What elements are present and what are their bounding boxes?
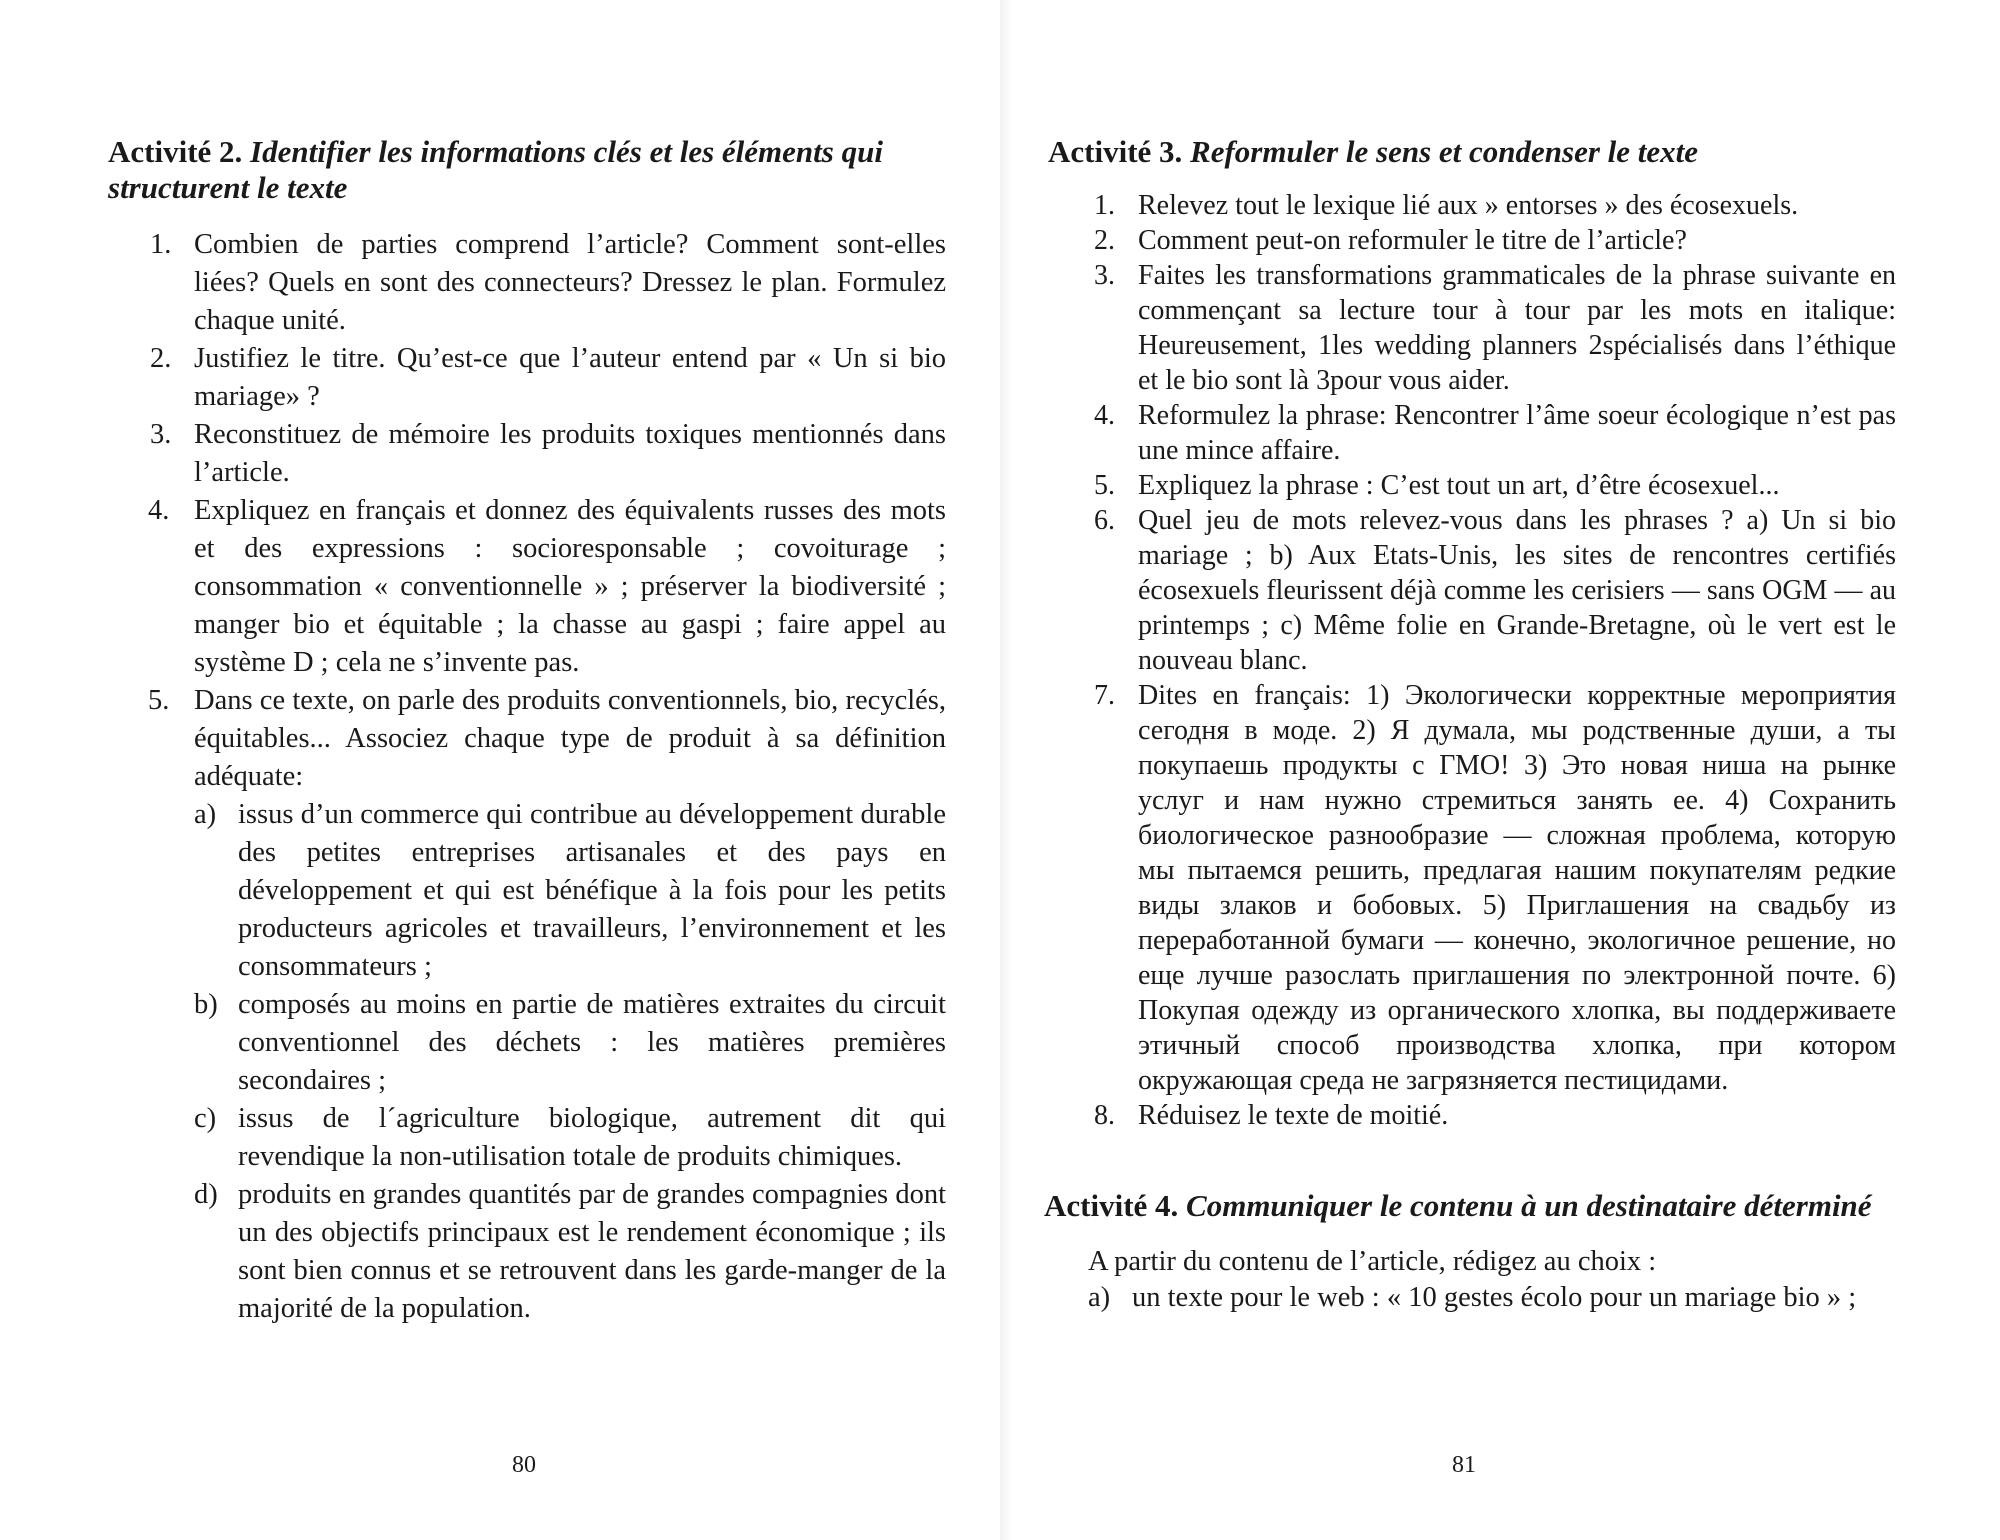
question-text: Faites les transformations grammaticales de la phrase suivante en commençant sa lecture tour à tour par les mots en italique: Heureusement, 1les wedding planners 2spécialisés dans l’éthique et le bio sont là 3pour vous aider. bbox=[1138, 260, 1896, 396]
question-number: 4. bbox=[1094, 400, 1115, 431]
question-number: 2. bbox=[150, 343, 172, 374]
question-text: Quel jeu de mots relevez-vous dans les phrases ? a) Un si bio mariage ; b) Aux Etats-Unis, les sites de rencontres certifiés écosexuels fleurissent déjà comme les cerisiers — sans OGM — au printemps ; c) Même folie en Grande-Bretagne, où le vert est le nouveau blanc. bbox=[1138, 505, 1896, 676]
question-item bbox=[1048, 1098, 1896, 1133]
choice-text: un texte pour le web : « 10 gestes écolo pour un mariage bio » ; bbox=[1132, 1282, 1857, 1313]
activity3-title: Reformuler le sens et condenser le texte bbox=[1190, 134, 1699, 169]
question-item bbox=[1048, 468, 1896, 503]
activity4-label: Activité 4. bbox=[1044, 1188, 1179, 1223]
definition-text: issus de l´agriculture biologique, autrement dit qui revendique la non-utilisation totale de produits chimiques. bbox=[238, 1103, 946, 1172]
question-number: 1. bbox=[1094, 190, 1115, 221]
question-item bbox=[108, 226, 946, 340]
right-page bbox=[1000, 0, 2000, 1540]
definition-letter: c) bbox=[194, 1103, 217, 1134]
page-number-left: 80 bbox=[512, 1452, 536, 1478]
question-number: 8. bbox=[1094, 1100, 1115, 1131]
activity3-heading bbox=[1048, 134, 1896, 170]
question-number: 3. bbox=[150, 419, 172, 450]
definition-item bbox=[194, 796, 946, 986]
question-text: Relevez tout le lexique lié aux » entorses » des écosexuels. bbox=[1138, 190, 1799, 221]
question-number: 1. bbox=[150, 229, 172, 260]
question-item bbox=[108, 416, 946, 492]
question-item bbox=[1048, 398, 1896, 468]
activity2-title: Identifier les informations clés et les éléments qui structurent le texte bbox=[108, 134, 883, 205]
definition-letter: d) bbox=[194, 1179, 218, 1210]
activity4-intro: A partir du contenu de l’article, rédigez au choix : bbox=[1088, 1246, 1657, 1277]
question-text: Dites en français: 1) Экологически корректные мероприятия сегодня в моде. 2) Я думала, мы родственные души, а ты покупаешь продукты с ГМО! 3) Это новая ниша на рынке услуг и нам нужно стремиться занять ее. 4) Сохранить биологическое разнообразие — сложная проблема, которую мы пытаемся решить, предлагая нашим покупателям редкие виды злаков и бобовых. 5) Приглашения на свадьбу из переработанной бумаги — конечно, экологичное решение, но еще лучше разослать приглашения по электронной почте. 6) Покупая одежду из органического хлопка, вы поддерживаете этичный способ производства хлопка, при котором окружающая среда не загрязняется пестицидами. bbox=[1138, 680, 1896, 1096]
question-text: Dans ce texte, on parle des produits conventionnels, bio, recyclés, équitables... Associez chaque type de produit à sa définition adéquate: bbox=[194, 685, 946, 792]
choice-letter: a) bbox=[1088, 1282, 1111, 1313]
question-text: Expliquez en français et donnez des équivalents russes des mots et des expressions : socioresponsable ; covoiturage ; consommation « conventionnelle » ; préserver la biodiversité ; manger bio et équitable ; la chasse au gaspi ; faire appel au système D ; cela ne s’invente pas. bbox=[194, 495, 946, 678]
definition-text: composés au moins en partie de matières extraites du circuit conventionnel des déchets : les matières premières secondaires ; bbox=[238, 989, 946, 1096]
activity2-label: Activité 2. bbox=[108, 134, 243, 169]
question-text: Comment peut-on reformuler le titre de l’article? bbox=[1138, 225, 1687, 256]
activity2-section bbox=[108, 134, 946, 1328]
definition-list bbox=[194, 796, 946, 1328]
question-item bbox=[1048, 258, 1896, 398]
question-number: 4. bbox=[148, 495, 170, 526]
definition-letter: b) bbox=[194, 989, 218, 1020]
question-item bbox=[108, 682, 946, 1328]
question-number: 6. bbox=[1094, 505, 1115, 536]
question-text: Expliquez la phrase : C’est tout un art, d’être écosexuel... bbox=[1138, 470, 1780, 501]
definition-item bbox=[194, 986, 946, 1100]
choice-item bbox=[1044, 1280, 1896, 1316]
question-item bbox=[108, 492, 946, 682]
definition-text: produits en grandes quantités par de grandes compagnies dont un des objectifs principaux est le rendement économique ; ils sont bien connus et se retrouvent dans les garde-manger de la majorité de la population. bbox=[238, 1179, 946, 1324]
activity2-heading bbox=[108, 134, 946, 206]
question-item bbox=[1048, 503, 1896, 678]
question-text: Justifiez le titre. Qu’est-ce que l’auteur entend par « Un si bio mariage» ? bbox=[194, 343, 946, 412]
page-gutter bbox=[1000, 0, 1012, 1540]
question-item bbox=[1048, 223, 1896, 258]
question-text: Reconstituez de mémoire les produits toxiques mentionnés dans l’article. bbox=[194, 419, 946, 488]
question-number: 2. bbox=[1094, 225, 1115, 256]
activity4-heading bbox=[1044, 1188, 1896, 1224]
definition-item bbox=[194, 1176, 946, 1328]
question-text: Combien de parties comprend l’article? Comment sont-elles liées? Quels en sont des connecteurs? Dressez le plan. Formulez chaque unité. bbox=[194, 229, 946, 336]
activity3-section bbox=[1048, 134, 1896, 1133]
question-text: Réduisez le texte de moitié. bbox=[1138, 1100, 1449, 1131]
activity3-label: Activité 3. bbox=[1048, 134, 1183, 169]
question-number: 5. bbox=[1094, 470, 1115, 501]
definition-text: issus d’un commerce qui contribue au développement durable des petites entreprises artisanales et des pays en développement et qui est bénéfique à la fois pour les petits producteurs agricoles et travailleurs, l’environnement et les consommateurs ; bbox=[238, 799, 946, 982]
definition-item bbox=[194, 1100, 946, 1176]
question-item bbox=[1048, 678, 1896, 1098]
activity4-title: Communiquer le contenu à un destinataire déterminé bbox=[1186, 1188, 1872, 1223]
question-number: 7. bbox=[1094, 680, 1115, 711]
activity3-questions bbox=[1048, 188, 1896, 1133]
activity4-items bbox=[1044, 1280, 1896, 1316]
activity4-section bbox=[1044, 1188, 1896, 1316]
question-item bbox=[1048, 188, 1896, 223]
question-number: 5. bbox=[148, 685, 170, 716]
question-text: Reformulez la phrase: Rencontrer l’âme soeur écologique n’est pas une mince affaire. bbox=[1138, 400, 1896, 466]
question-number: 3. bbox=[1094, 260, 1115, 291]
activity2-questions bbox=[108, 226, 946, 1328]
page-number-right: 81 bbox=[1452, 1452, 1476, 1478]
definition-letter: a) bbox=[194, 799, 217, 830]
question-item bbox=[108, 340, 946, 416]
